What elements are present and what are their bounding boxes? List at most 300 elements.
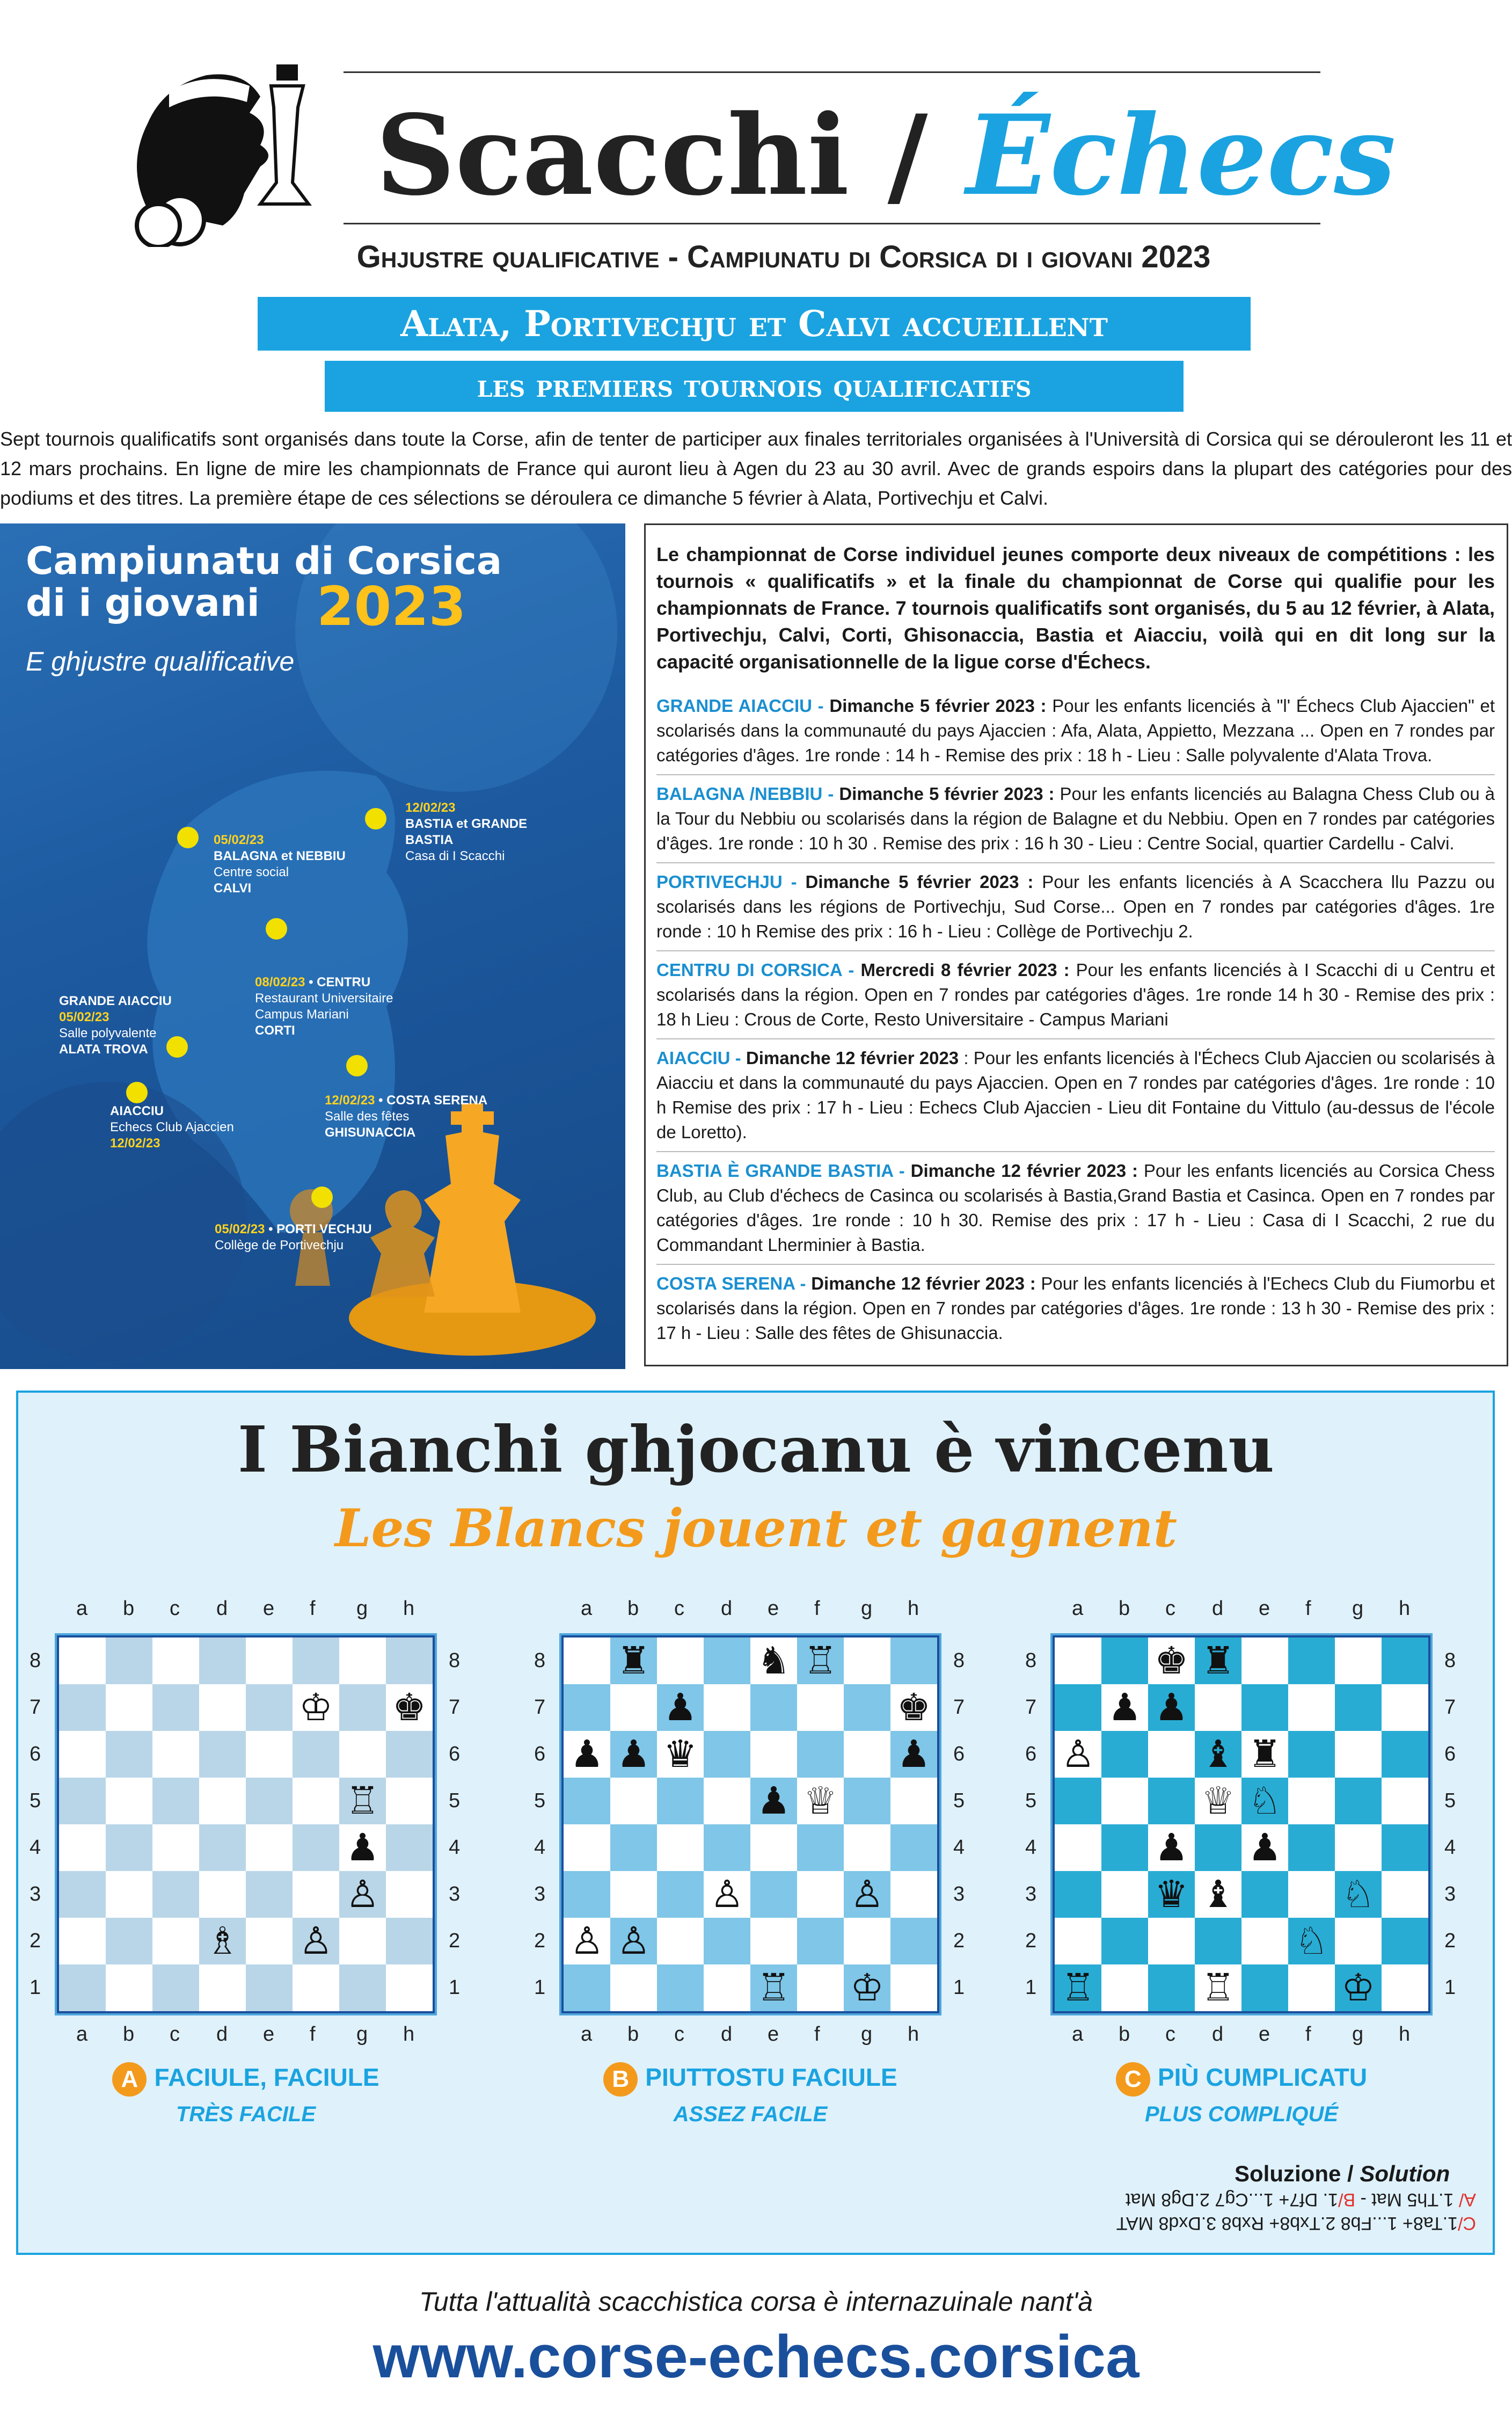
- square-a6: [59, 1731, 106, 1778]
- square-d3: [1195, 1871, 1241, 1918]
- difficulty-label: FACIULE, FACIULE: [154, 2063, 379, 2092]
- square-a8: [1055, 1637, 1101, 1684]
- square-d1: [1195, 1964, 1241, 2011]
- square-g1: [339, 1964, 386, 2011]
- chess-piece-k: ♚: [1155, 1639, 1188, 1683]
- square-c3: [657, 1871, 704, 1918]
- file-label: c: [170, 1597, 180, 1620]
- square-f1: [1288, 1964, 1335, 2011]
- event-details: Pour les enfants licenciés à A Scacchera llu Pazzu ou scolarisés dans les régions de Portivechju, Sud Corse... Open en 7 rondes par catégories d'âges. 1re ronde : 10 h Remise des prix : 16 h - Lieu : Collège de Portivechju 2.: [656, 872, 1495, 941]
- square-g2: [1335, 1918, 1382, 1964]
- headline-banner: Alata, Portivechju et Calvi accueillent: [258, 297, 1251, 351]
- square-c5: [657, 1778, 704, 1824]
- square-b1: [610, 1964, 657, 2011]
- poster-label-centru: 08/02/23 • CENTRU Restaurant Universitaire Campus Mariani CORTI: [255, 975, 393, 1038]
- puzzle-caption-fr-b: ASSEZ FACILE: [673, 2102, 828, 2126]
- rank-label: 5: [1444, 1789, 1456, 1812]
- file-label: g: [356, 2023, 368, 2046]
- header-rule-bottom: [344, 223, 1320, 224]
- square-e6: [246, 1731, 293, 1778]
- chess-board-a: [55, 1633, 437, 2015]
- rank-label: 6: [449, 1743, 461, 1765]
- square-h1: [890, 1964, 937, 2011]
- square-h2: [386, 1918, 433, 1964]
- square-c6: [1148, 1731, 1195, 1778]
- square-d8: [199, 1637, 246, 1684]
- square-h7: [386, 1684, 433, 1731]
- square-h4: [890, 1824, 937, 1871]
- rank-label: 7: [953, 1696, 965, 1719]
- square-e4: [750, 1824, 797, 1871]
- event-name: GRANDE AIACCIU -: [656, 696, 824, 716]
- poster-title: Campiunatu di Corsica: [26, 539, 502, 583]
- chess-board-b: [559, 1633, 941, 2015]
- file-label: c: [674, 2023, 684, 2046]
- square-f1: [293, 1964, 339, 2011]
- rank-label: 1: [30, 1976, 41, 1999]
- rank-label: 8: [534, 1649, 546, 1672]
- puzzle-caption-c: [1033, 2062, 1450, 2097]
- file-label: d: [1212, 1597, 1224, 1620]
- square-b4: [1101, 1824, 1148, 1871]
- solution-text-upside-down: C/1.Ta8+ 1...Fb8 2.Txb8+ Rxb8 3.Dxd8 MAT A/ 1.Th5 Mat - B/1. Df7+ 1...Cg7 2.Dg8 Mat: [1116, 2189, 1476, 2233]
- rank-label: 3: [1025, 1883, 1037, 1905]
- file-label: h: [403, 2023, 415, 2046]
- square-b6: [106, 1731, 152, 1778]
- file-label: d: [216, 2023, 228, 2046]
- poster-year: 2023: [317, 575, 466, 638]
- square-e8: [750, 1637, 797, 1684]
- rank-label: 7: [449, 1696, 461, 1719]
- file-label: b: [627, 2023, 639, 2046]
- rank-label: 4: [1025, 1836, 1037, 1859]
- file-label: g: [356, 1597, 368, 1620]
- chess-piece-p: ♟: [897, 1732, 931, 1776]
- square-a5: [1055, 1778, 1101, 1824]
- website-link[interactable]: www.corse-echecs.corsica: [372, 2323, 1140, 2390]
- square-h8: [890, 1637, 937, 1684]
- square-b3: [106, 1871, 152, 1918]
- square-b5: [610, 1778, 657, 1824]
- square-c8: [657, 1637, 704, 1684]
- square-e1: [246, 1964, 293, 2011]
- square-c6: [152, 1731, 199, 1778]
- file-label: f: [310, 2023, 316, 2046]
- square-g8: [339, 1637, 386, 1684]
- file-label: e: [768, 2023, 779, 2046]
- chess-piece-p: ♟: [663, 1685, 697, 1729]
- chess-piece-q: ♛: [1155, 1872, 1188, 1916]
- chess-piece-r: ♜: [617, 1639, 651, 1683]
- square-f7: [1288, 1684, 1335, 1731]
- square-h5: [1382, 1778, 1428, 1824]
- square-g5: [1335, 1778, 1382, 1824]
- square-f4: [797, 1824, 844, 1871]
- chess-piece-r: ♜: [1248, 1732, 1282, 1776]
- square-b7: [610, 1684, 657, 1731]
- file-label: d: [721, 2023, 733, 2046]
- square-g7: [1335, 1684, 1382, 1731]
- square-c3: [1148, 1871, 1195, 1918]
- square-e6: [750, 1731, 797, 1778]
- square-b8: [1101, 1637, 1148, 1684]
- file-label: e: [263, 1597, 275, 1620]
- event-entry: [656, 1046, 1495, 1152]
- square-h1: [386, 1964, 433, 2011]
- square-d3: [199, 1871, 246, 1918]
- square-e8: [246, 1637, 293, 1684]
- square-a1: [59, 1964, 106, 2011]
- square-e4: [246, 1824, 293, 1871]
- square-e5: [750, 1778, 797, 1824]
- square-h2: [890, 1918, 937, 1964]
- rank-label: 4: [30, 1836, 41, 1859]
- file-label: a: [581, 1597, 593, 1620]
- square-c1: [152, 1964, 199, 2011]
- event-date: Dimanche 12 février 2023 :: [910, 1161, 1138, 1181]
- square-g5: [844, 1778, 890, 1824]
- footer-tagline: Tutta l'attualità scacchistica corsa è internazuinale nant'à: [419, 2287, 1093, 2317]
- square-d6: [1195, 1731, 1241, 1778]
- square-g6: [844, 1731, 890, 1778]
- rank-label: 2: [30, 1930, 41, 1952]
- square-e4: [1241, 1824, 1288, 1871]
- square-h5: [890, 1778, 937, 1824]
- square-a1: [564, 1964, 610, 2011]
- chess-piece-k: ♚: [897, 1685, 931, 1729]
- square-a7: [59, 1684, 106, 1731]
- file-label: h: [908, 1597, 919, 1620]
- square-b2: [106, 1918, 152, 1964]
- square-g2: [844, 1918, 890, 1964]
- rank-label: 7: [30, 1696, 41, 1719]
- file-label: h: [403, 1597, 415, 1620]
- square-g4: [1335, 1824, 1382, 1871]
- rank-label: 5: [449, 1789, 461, 1812]
- square-h4: [386, 1824, 433, 1871]
- square-g4: [844, 1824, 890, 1871]
- page-subtitle: Ghjustre qualificative - Campiunatu di Corsica di i giovani 2023: [356, 239, 1211, 274]
- square-c1: [1148, 1964, 1195, 2011]
- file-label: a: [76, 1597, 88, 1620]
- difficulty-badge: A: [112, 2062, 147, 2097]
- square-g1: [844, 1964, 890, 2011]
- square-b8: [106, 1637, 152, 1684]
- square-f4: [1288, 1824, 1335, 1871]
- event-details: Pour les enfants licenciés à "l' Échecs Club Ajaccien" et scolarisés dans la communauté du pays Ajaccien : Afa, Alata, Appietto, Mezzana ... Open en 7 rondes par catégories d'âges. 1re ronde : 14 h - Remise des prix : 18 h - Lieu : Salle polyvalente d'Alata Trova.: [656, 696, 1495, 765]
- puzzle-caption-fr-a: TRÈS FACILE: [176, 2102, 316, 2126]
- event-name: BASTIA È GRANDE BASTIA -: [656, 1161, 905, 1181]
- square-a4: [564, 1824, 610, 1871]
- chess-piece-q: ♛: [663, 1732, 697, 1776]
- square-d5: [199, 1778, 246, 1824]
- file-label: b: [123, 1597, 135, 1620]
- square-g6: [339, 1731, 386, 1778]
- event-date: Dimanche 12 février 2023 :: [811, 1273, 1036, 1293]
- puzzle-subtitle: Les Blancs jouent et gagnent: [334, 1498, 1178, 1559]
- square-b2: [1101, 1918, 1148, 1964]
- square-g3: [1335, 1871, 1382, 1918]
- chess-piece-p: ♟: [1155, 1685, 1188, 1729]
- rank-label: 8: [953, 1649, 965, 1672]
- chess-piece-N: ♘: [1248, 1779, 1282, 1823]
- square-h6: [890, 1731, 937, 1778]
- square-c5: [152, 1778, 199, 1824]
- chess-piece-Q: ♕: [1201, 1779, 1235, 1823]
- square-d6: [199, 1731, 246, 1778]
- square-c2: [657, 1918, 704, 1964]
- rank-label: 1: [534, 1976, 546, 1999]
- solution-heading: Soluzione / Solution: [1235, 2161, 1450, 2186]
- chess-piece-R: ♖: [757, 1966, 791, 2010]
- square-c7: [1148, 1684, 1195, 1731]
- square-f2: [797, 1918, 844, 1964]
- square-a6: [1055, 1731, 1101, 1778]
- square-f2: [293, 1918, 339, 1964]
- chess-piece-B: ♗: [206, 1919, 239, 1963]
- chess-piece-k: ♚: [392, 1685, 426, 1729]
- chess-piece-P: ♙: [346, 1872, 379, 1916]
- chess-piece-r: ♜: [1201, 1639, 1235, 1683]
- rank-label: 6: [30, 1743, 41, 1765]
- chess-piece-n: ♞: [757, 1639, 791, 1683]
- file-label: c: [1165, 2023, 1175, 2046]
- rank-label: 1: [953, 1976, 965, 1999]
- square-e5: [246, 1778, 293, 1824]
- square-b1: [1101, 1964, 1148, 2011]
- poster-label-grande-aiacciu: GRANDE AIACCIU 05/02/23 Salle polyvalente ALATA TROVA: [59, 994, 172, 1057]
- square-c4: [1148, 1824, 1195, 1871]
- square-f4: [293, 1824, 339, 1871]
- square-g6: [1335, 1731, 1382, 1778]
- headline-banner-secondary: les premiers tournois qualificatifs: [325, 361, 1184, 412]
- square-a7: [1055, 1684, 1101, 1731]
- rank-label: 1: [1444, 1976, 1456, 1999]
- square-c2: [152, 1918, 199, 1964]
- square-d8: [704, 1637, 750, 1684]
- file-label: c: [674, 1597, 684, 1620]
- file-label: a: [1072, 2023, 1084, 2046]
- poster-label-bastia: 12/02/23 BASTIA et GRANDE BASTIA Casa di I Scacchi: [405, 800, 528, 863]
- square-h5: [386, 1778, 433, 1824]
- square-d8: [1195, 1637, 1241, 1684]
- chess-piece-p: ♟: [1155, 1825, 1188, 1869]
- puzzle-title: I Bianchi ghjocanu è vincenu: [237, 1412, 1275, 1487]
- square-d2: [1195, 1918, 1241, 1964]
- square-g7: [339, 1684, 386, 1731]
- moor-head-logo: [115, 32, 314, 247]
- square-g4: [339, 1824, 386, 1871]
- square-d3: [704, 1871, 750, 1918]
- square-h7: [1382, 1684, 1428, 1731]
- square-c6: [657, 1731, 704, 1778]
- event-name: CENTRU DI CORSICA -: [656, 960, 854, 980]
- event-entry: [656, 870, 1495, 951]
- page-title-accent: Échecs: [966, 91, 1396, 220]
- square-b6: [610, 1731, 657, 1778]
- square-f2: [1288, 1918, 1335, 1964]
- rank-label: 7: [1444, 1696, 1456, 1719]
- square-e1: [1241, 1964, 1288, 2011]
- square-a2: [564, 1918, 610, 1964]
- square-c7: [152, 1684, 199, 1731]
- rank-label: 2: [449, 1930, 461, 1952]
- square-d6: [704, 1731, 750, 1778]
- file-label: b: [123, 2023, 135, 2046]
- square-f6: [797, 1731, 844, 1778]
- square-h3: [386, 1871, 433, 1918]
- rank-label: 1: [1025, 1976, 1037, 1999]
- square-c3: [152, 1871, 199, 1918]
- event-entry: [656, 1271, 1495, 1352]
- rank-label: 2: [1025, 1930, 1037, 1952]
- chess-board-c: [1050, 1633, 1433, 2015]
- square-h8: [1382, 1637, 1428, 1684]
- puzzle-caption-a: [38, 2062, 454, 2097]
- file-label: e: [1259, 2023, 1270, 2046]
- square-c8: [152, 1637, 199, 1684]
- chess-piece-p: ♟: [346, 1825, 379, 1869]
- puzzle-caption-b: [542, 2062, 959, 2097]
- tournament-article: [644, 523, 1508, 1366]
- file-label: f: [1305, 1597, 1311, 1620]
- poster-label-porti-vechju: 05/02/23 • PORTI VECHJU Collège de Portivechju: [215, 1222, 372, 1253]
- difficulty-label: PIÙ CUMPLICATU: [1157, 2063, 1368, 2092]
- square-f8: [1288, 1637, 1335, 1684]
- square-f6: [1288, 1731, 1335, 1778]
- square-a8: [564, 1637, 610, 1684]
- square-a4: [59, 1824, 106, 1871]
- square-a3: [1055, 1871, 1101, 1918]
- square-c5: [1148, 1778, 1195, 1824]
- rank-label: 2: [1444, 1930, 1456, 1952]
- square-a3: [564, 1871, 610, 1918]
- chess-piece-R: ♖: [1061, 1966, 1095, 2010]
- square-f7: [293, 1684, 339, 1731]
- square-g8: [844, 1637, 890, 1684]
- poster-label-costa-serena: 12/02/23 • COSTA SERENA Salle des fêtes GHISUNACCIA: [325, 1093, 488, 1140]
- square-f5: [293, 1778, 339, 1824]
- rank-label: 4: [1444, 1836, 1456, 1859]
- square-b8: [610, 1637, 657, 1684]
- chess-piece-P: ♙: [299, 1919, 333, 1963]
- rank-label: 6: [953, 1743, 965, 1765]
- rank-label: 3: [449, 1883, 461, 1905]
- chess-piece-P: ♙: [710, 1872, 744, 1916]
- square-a4: [1055, 1824, 1101, 1871]
- rank-label: 4: [953, 1836, 965, 1859]
- file-label: e: [1259, 1597, 1270, 1620]
- event-entry: [656, 1159, 1495, 1265]
- square-h6: [386, 1731, 433, 1778]
- event-date: Mercredi 8 février 2023 :: [860, 960, 1070, 980]
- chess-piece-P: ♙: [570, 1919, 604, 1963]
- file-label: d: [1212, 2023, 1224, 2046]
- square-b4: [106, 1824, 152, 1871]
- rank-label: 6: [1444, 1743, 1456, 1765]
- rank-label: 2: [534, 1930, 546, 1952]
- file-label: f: [1305, 2023, 1311, 2046]
- file-label: f: [814, 2023, 820, 2046]
- file-label: e: [768, 1597, 779, 1620]
- square-f5: [1288, 1778, 1335, 1824]
- square-e7: [1241, 1684, 1288, 1731]
- square-e3: [246, 1871, 293, 1918]
- poster-label-balagna: 05/02/23 BALAGNA et NEBBIU Centre social CALVI: [214, 833, 346, 896]
- square-d4: [199, 1824, 246, 1871]
- file-label: g: [861, 2023, 873, 2046]
- file-label: h: [1399, 1597, 1411, 1620]
- chess-piece-b: ♝: [1201, 1872, 1235, 1916]
- difficulty-badge: B: [603, 2062, 638, 2097]
- square-h8: [386, 1637, 433, 1684]
- square-f3: [1288, 1871, 1335, 1918]
- event-name: COSTA SERENA -: [656, 1273, 806, 1293]
- poster-label-aiacciu: AIACCIU Echecs Club Ajaccien 12/02/23: [110, 1104, 234, 1151]
- square-c4: [657, 1824, 704, 1871]
- square-d1: [199, 1964, 246, 2011]
- chess-piece-R: ♖: [804, 1639, 837, 1683]
- square-d4: [704, 1824, 750, 1871]
- chess-piece-p: ♟: [757, 1779, 791, 1823]
- event-entry: [656, 782, 1495, 863]
- file-label: c: [1165, 1597, 1175, 1620]
- championship-poster: [0, 523, 625, 1369]
- square-h2: [1382, 1918, 1428, 1964]
- square-f6: [293, 1731, 339, 1778]
- square-h3: [890, 1871, 937, 1918]
- file-label: f: [310, 1597, 316, 1620]
- file-label: b: [1119, 2023, 1130, 2046]
- square-e7: [750, 1684, 797, 1731]
- file-label: a: [76, 2023, 88, 2046]
- square-e2: [1241, 1918, 1288, 1964]
- square-h7: [890, 1684, 937, 1731]
- square-f3: [797, 1871, 844, 1918]
- square-d5: [1195, 1778, 1241, 1824]
- square-g3: [339, 1871, 386, 1918]
- square-b6: [1101, 1731, 1148, 1778]
- square-b4: [610, 1824, 657, 1871]
- square-g1: [1335, 1964, 1382, 2011]
- square-a2: [1055, 1918, 1101, 1964]
- rank-label: 1: [449, 1976, 461, 1999]
- square-b7: [1101, 1684, 1148, 1731]
- file-label: h: [908, 2023, 919, 2046]
- square-c7: [657, 1684, 704, 1731]
- square-c8: [1148, 1637, 1195, 1684]
- file-label: h: [1399, 2023, 1411, 2046]
- rank-label: 8: [30, 1649, 41, 1672]
- event-details: : Pour les enfants licenciés à l'Échecs Club Ajaccien ou scolarisés à Aiacciu et dans la communauté du pays Ajaccien. Open en 7 rondes par catégories d'âges. 1re ronde : 10 h Remise des prix : 17 h - Lieu : Echecs Club Ajaccien - Lieu dit Fontaine du Vittulo (au-dessus de l'école de Loretto).: [656, 1048, 1495, 1142]
- article-lead: Le championnat de Corse individuel jeunes comporte deux niveaux de compétitions : les tournois « qualificatifs » et la finale du championnat de Corse qui qualifie pour les championnats de France. 7 tournois qualificatifs sont organisés, du 5 au 12 février, à Alata, Portivechju, Calvi, Corti, Ghisonaccia, Bastia et Aiacciu, voilà qui en dit long sur la capacité organisationnelle de la ligue corse d'Échecs.: [656, 543, 1495, 673]
- file-label: c: [170, 2023, 180, 2046]
- chess-piece-p: ♟: [617, 1732, 651, 1776]
- square-e2: [750, 1918, 797, 1964]
- difficulty-badge: C: [1116, 2062, 1150, 2097]
- square-d7: [1195, 1684, 1241, 1731]
- chess-piece-N: ♘: [1341, 1872, 1375, 1916]
- square-d1: [704, 1964, 750, 2011]
- chess-piece-p: ♟: [570, 1732, 604, 1776]
- file-label: b: [627, 1597, 639, 1620]
- rank-label: 2: [953, 1930, 965, 1952]
- rank-label: 8: [449, 1649, 461, 1672]
- square-e6: [1241, 1731, 1288, 1778]
- file-label: d: [721, 1597, 733, 1620]
- chess-piece-R: ♖: [346, 1779, 379, 1823]
- square-d4: [1195, 1824, 1241, 1871]
